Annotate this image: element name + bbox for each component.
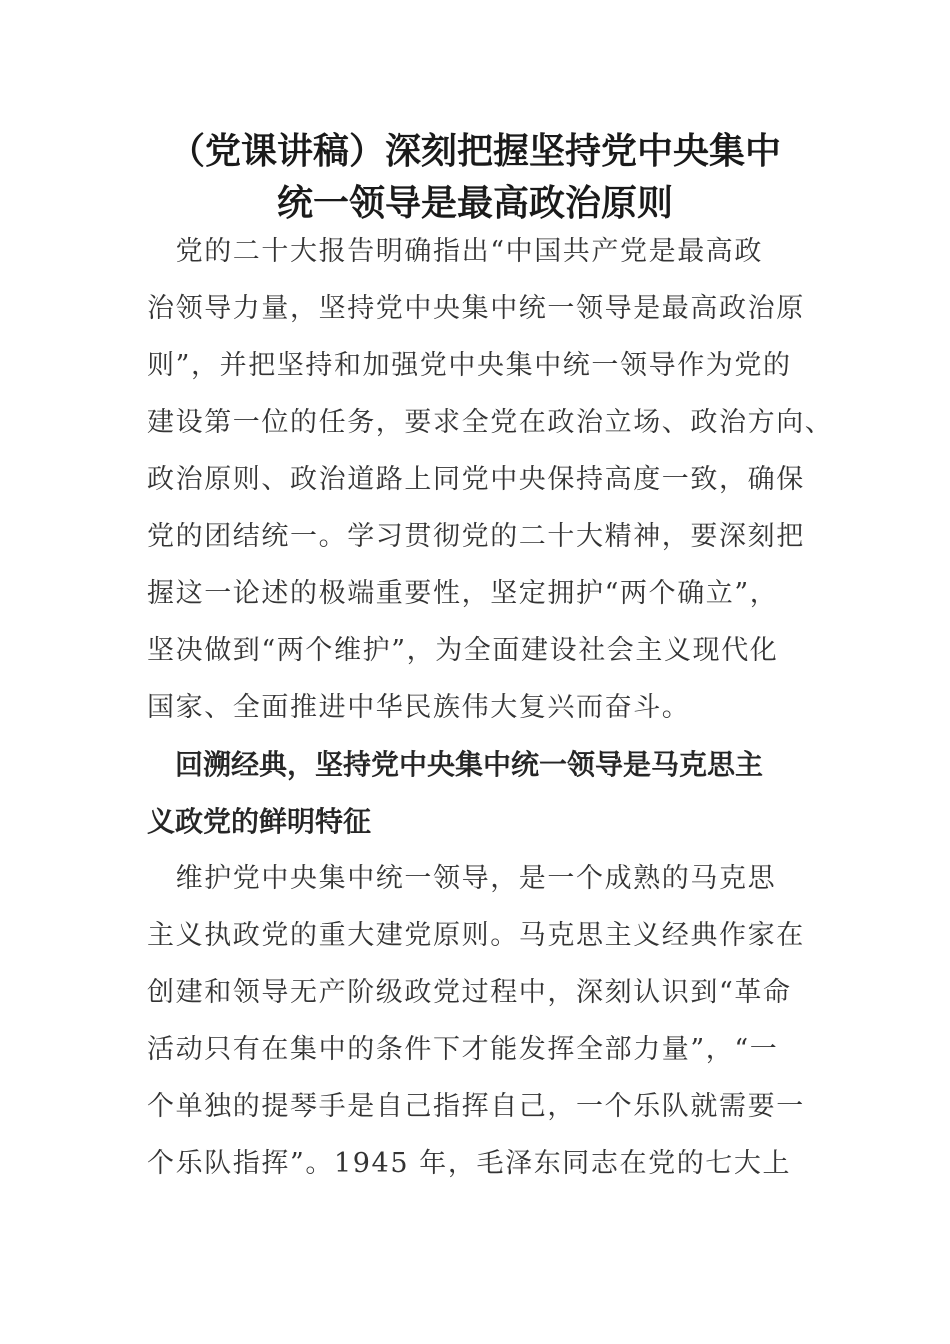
paragraph-2-line: 主义执政党的重大建党原则。马克思主义经典作家在 [147, 920, 805, 951]
paragraph-2-line: 创建和领导无产阶级政党过程中，深刻认识到“革命 [147, 977, 792, 1008]
document-title-line-1: （党课讲稿）深刻把握坚持党中央集中 [168, 131, 781, 172]
paragraph-1-line: 党的二十大报告明确指出“中国共产党是最高政 [147, 236, 764, 267]
paragraph-1-line: 政治原则、政治道路上同党中央保持高度一致，确保 [147, 464, 805, 495]
section-heading-line-1: 回溯经典，坚持党中央集中统一领导是马克思主 [147, 748, 764, 781]
paragraph-2-line: 维护党中央集中统一领导，是一个成熟的马克思 [147, 863, 777, 894]
section-heading-line-2: 义政党的鲜明特征 [147, 805, 372, 838]
paragraph-1-line: 治领导力量，坚持党中央集中统一领导是最高政治原 [147, 293, 805, 324]
document-title-line-2: 统一领导是最高政治原则 [276, 183, 673, 224]
paragraph-2-line: 个单独的提琴手是自己指挥自己，一个乐队就需要一 [147, 1091, 805, 1122]
paragraph-1-line: 党的团结统一。学习贯彻党的二十大精神，要深刻把 [147, 521, 805, 552]
paragraph-1-line: 则”，并把坚持和加强党中央集中统一领导作为党的 [147, 350, 792, 381]
paragraph-1-line: 建设第一位的任务，要求全党在政治立场、政治方向、 [147, 407, 834, 438]
paragraph-2-line: 活动只有在集中的条件下才能发挥全部力量”，“一 [147, 1034, 779, 1065]
paragraph-1-line: 握这一论述的极端重要性，坚定拥护“两个确立”， [147, 578, 779, 609]
paragraph-1-line: 坚决做到“两个维护”，为全面建设社会主义现代化 [147, 635, 779, 666]
paragraph-2-line: 个乐队指挥”。1945 年，毛泽东同志在党的七大上 [147, 1148, 792, 1179]
paragraph-1-line: 国家、全面推进中华民族伟大复兴而奋斗。 [147, 692, 691, 723]
